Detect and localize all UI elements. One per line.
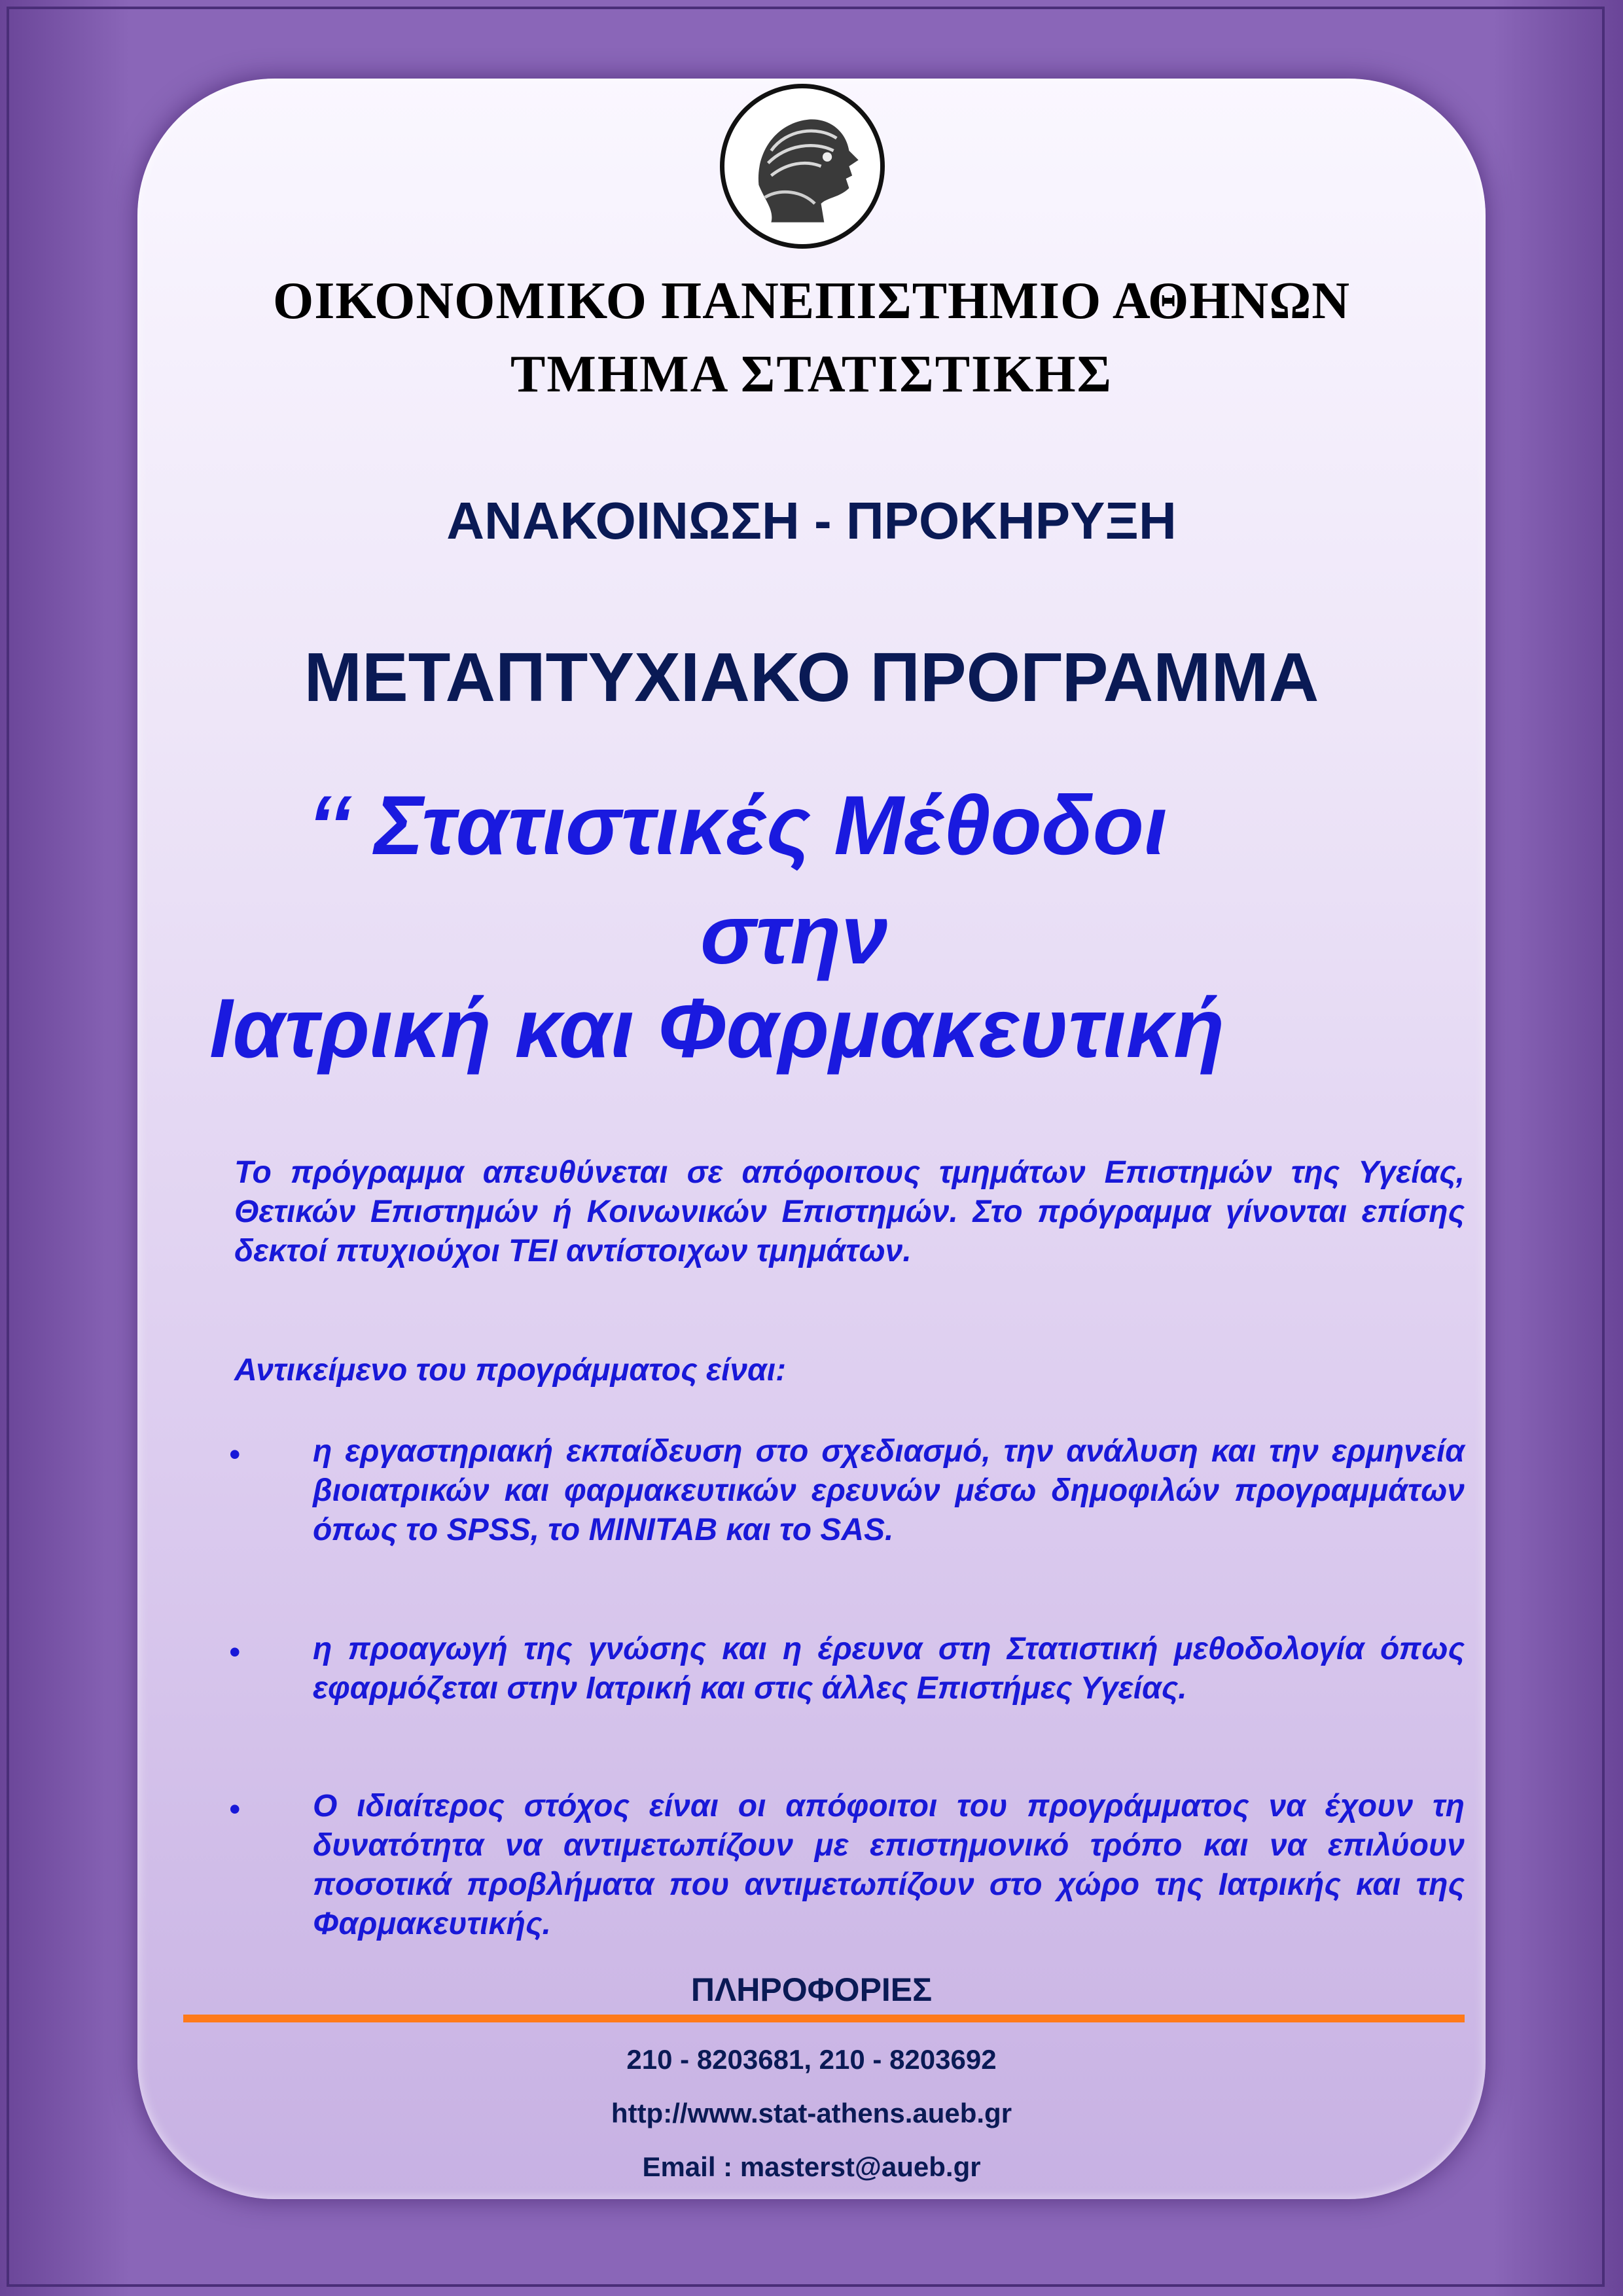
bullet-marker: •: [229, 1791, 241, 1827]
bullet-marker: •: [229, 1436, 241, 1473]
program-label: ΜΕΤΑΠΤΥΧΙΑΚΟ ΠΡΟΓΡΑΜΜΑ: [304, 639, 1319, 716]
objective-item: Ο ιδιαίτερος στόχος είναι οι απόφοιτοι του προγράμματος να έχουν τη δυνατότητα να αντιμετωπίζουν με επιστημονικό τρόπο και να επιλύουν ποσοτικά προβλήματα που αντιμετωπίζουν στο χώρο της Ιατρικής και της Φαρμακευτικής.: [313, 1789, 1465, 1941]
website-link[interactable]: http://www.stat-athens.aueb.gr: [611, 2098, 1012, 2128]
intro-paragraph: Το πρόγραμμα απευθύνεται σε απόφοιτους τμημάτων Επιστημών της Υγείας, Θετικών Επιστημών ή Κοινωνικών Επιστημών. Στο πρόγραμμα γίνονται επίσης δεκτοί πτυχιούχοι ΤΕΙ αντίστοιχων τμημάτων.: [234, 1155, 1465, 1268]
athena-head-coin-logo-icon: [720, 84, 885, 249]
department-name: ΤΜΗΜΑ ΣΤΑΤΙΣΤΙΚΗΣ: [510, 346, 1113, 403]
program-title-line-1: ‘‘ Στατιστικές Μέθοδοι: [308, 779, 1168, 872]
divider-line: [183, 2015, 1465, 2022]
objectives-heading: Αντικείμενο του προγράμματος είναι:: [234, 1353, 787, 1388]
phone-numbers: 210 - 8203681, 210 - 8203692: [626, 2044, 997, 2075]
bullet-marker: •: [229, 1634, 241, 1670]
university-name: ΟΙΚΟΝΟΜΙΚΟ ΠΑΝΕΠΙΣΤΗΜΙΟ ΑΘΗΝΩΝ: [272, 272, 1351, 330]
email-link[interactable]: Email : masterst@aueb.gr: [642, 2151, 981, 2182]
program-title-line-2: στην: [700, 888, 888, 982]
objective-item: η προαγωγή της γνώσης και η έρευνα στη Στατιστική μεθοδολογία όπως εφαρμόζεται στην Ιατρική και στις άλλες Επιστήμες Υγείας.: [313, 1632, 1465, 1706]
announcement-heading: ΑΝΑΚΟΙΝΩΣΗ - ΠΡΟΚΗΡΥΞΗ: [446, 492, 1177, 550]
logo-drawing: [724, 88, 880, 244]
objective-item: η εργαστηριακή εκπαίδευση στο σχεδιασμό, την ανάλυση και την ερμηνεία βιοιατρικών και φαρμακευτικών ερευνών μέσω δημοφιλών προγραμμάτων όπως το SPSS, το MINITAB και το SAS.: [313, 1434, 1465, 1547]
program-title-line-3: Ιατρική και Φαρμακευτική: [209, 982, 1225, 1075]
info-heading: ΠΛΗΡΟΦΟΡΙΕΣ: [690, 1971, 933, 2008]
